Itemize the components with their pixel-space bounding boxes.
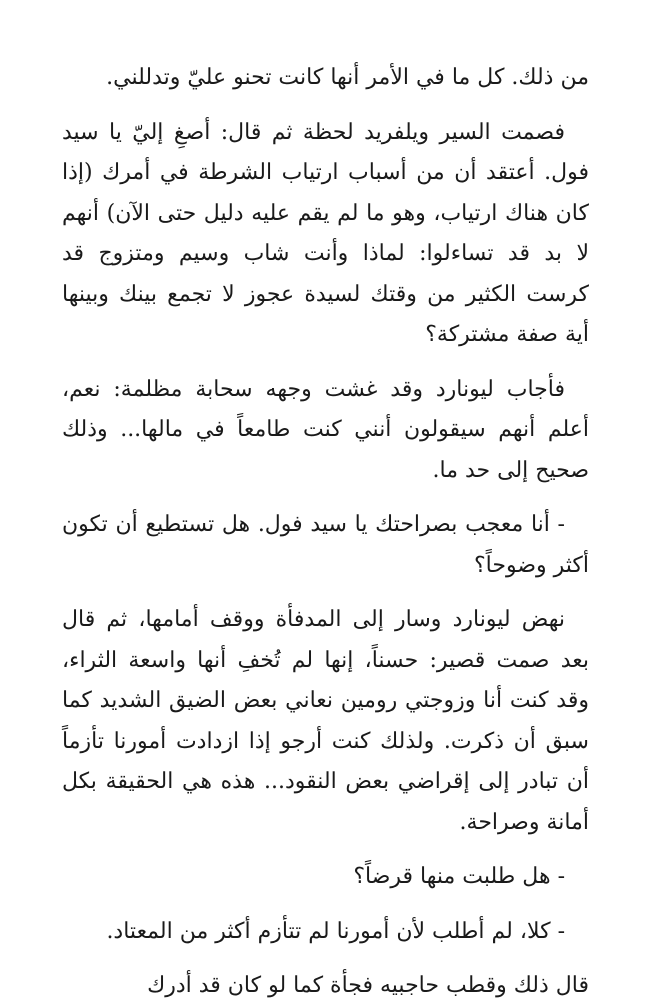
paragraph-4: - أنا معجب بصراحتك يا سيد فول. هل تستطيع أن تكون أكثر وضوحاً؟ xyxy=(62,512,589,578)
paragraph-6: - هل طلبت منها قرضاً؟ xyxy=(353,864,565,889)
page-text xyxy=(62,58,589,1000)
paragraph-3: فأجاب ليونارد وقد غشت وجهه سحابة مظلمة: نعم، أعلم أنهم سيقولون أنني كنت طامعاً في مالها... وذلك صحيح إلى حد ما. xyxy=(62,376,589,483)
paragraph-8: قال ذلك وقطب حاجبيه فجأة كما لو كان قد أدرك xyxy=(147,973,589,998)
paragraph-2: فصمت السير ويلفريد لحظة ثم قال: أصغِ إليّ يا سيد فول. أعتقد أن من أسباب ارتياب الشرطة في أمرك (إذا كان هناك ارتياب، وهو ما لم يقم عليه دليل حتى الآن) أنهم لا بد قد تساءلوا: لماذا وأنت شاب وسيم ومتزوج قد كرست الكثير من وقتك لسيدة عجوز لا تجمع بينك وبينها أية صفة مشتركة؟ xyxy=(62,119,589,347)
paragraph-7: - كلا، لم أطلب لأن أمورنا لم تتأزم أكثر من المعتاد. xyxy=(106,918,565,944)
paragraph-5: نهض ليونارد وسار إلى المدفأة ووقف أمامها، ثم قال بعد صمت قصير: حسناً، إنها لم تُخفِ أنها واسعة الثراء، وقد كنت أنا وزوجتي رومين نعاني بعض الضيق الشديد كما سبق أن ذكرت. ولذلك كنت أرجو إذا ازدادت أمورنا تأزماً أن تبادر إلى إقراضي بعض النقود... هذه هي الحقيقة بكل أمانة وصراحة. xyxy=(62,607,589,835)
paragraph-1: من ذلك. كل ما في الأمر أنها كانت تحنو عليّ وتدللني. xyxy=(106,65,589,90)
